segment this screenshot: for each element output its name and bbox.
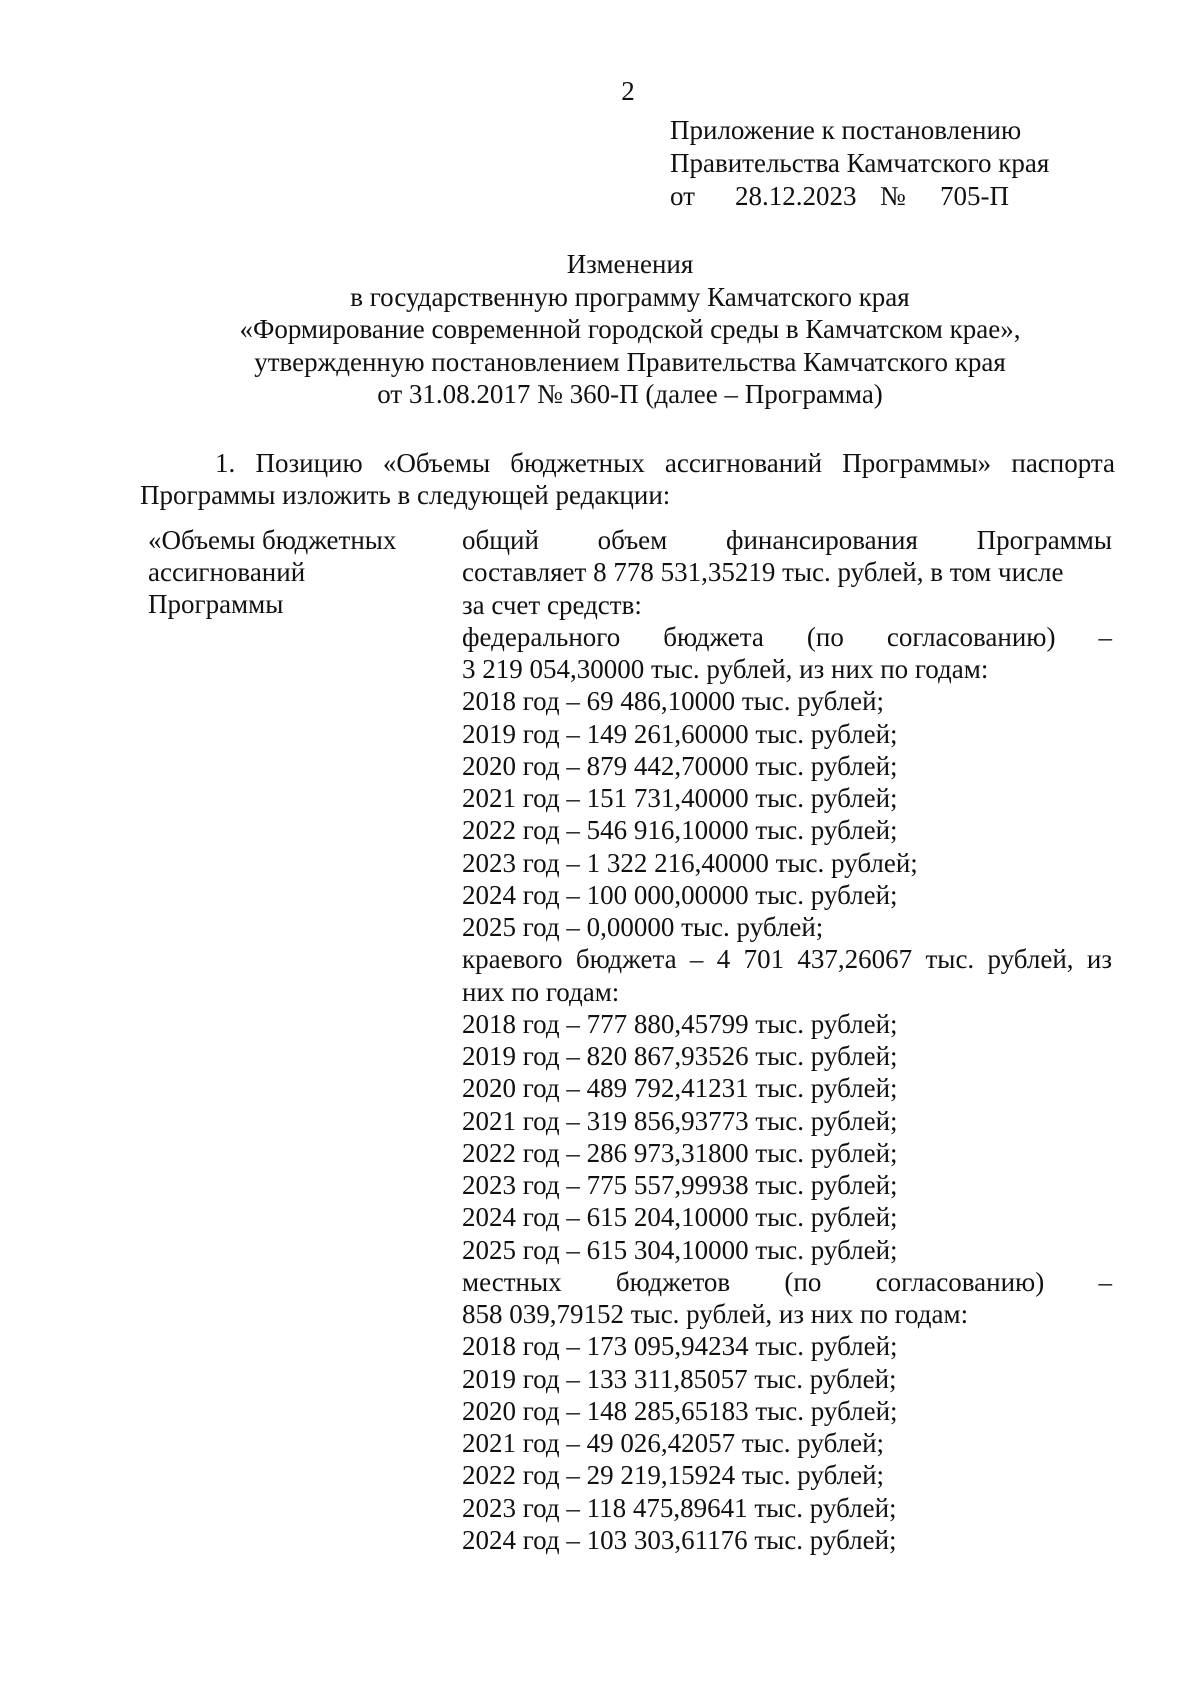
position-text-line: 2021 год – 151 731,40000 тыс. рублей; — [462, 783, 898, 813]
position-label-line-3: Программы — [148, 589, 284, 619]
annex-reference — [670, 180, 1049, 213]
position-text-line: 2018 год – 69 486,10000 тыс. рублей; — [462, 686, 885, 717]
title-line-4: утвержденную постановлением Правительства Камчатского края — [254, 346, 1006, 377]
position-text-line: 2019 год – 149 261,60000 тыс. рублей; — [462, 718, 898, 749]
page-number: 2 — [621, 76, 635, 106]
position-text-line: 2025 год – 615 304,10000 тыс. рублей; — [462, 1234, 898, 1265]
position-text-line: 2021 год – 319 856,93773 тыс. рублей; — [462, 1105, 898, 1136]
position-text-line: 2024 год – 615 204,10000 тыс. рублей; — [462, 1202, 898, 1233]
position-text — [462, 524, 1112, 1556]
intro-paragraph — [140, 448, 1115, 511]
position-text-line: местных бюджетов (по согласованию) – — [462, 1266, 1112, 1297]
annex-ot: от — [670, 181, 695, 211]
title-line-3: «Формирование современной городской среды в Камчатском крае», — [239, 314, 1021, 344]
position-text-line: 2023 год – 118 475,89641 тыс. рублей; — [462, 1492, 897, 1523]
position-text-line: 2018 год – 173 095,94234 тыс. рублей; — [462, 1331, 898, 1362]
position-text-line: 3 219 054,30000 тыс. рублей, из них по годам: — [462, 654, 989, 684]
position-text-line: 858 039,79152 тыс. рублей, из них по годам: — [462, 1299, 969, 1329]
position-text-line: 2024 год – 103 303,61176 тыс. рублей; — [462, 1524, 897, 1555]
annex-line-2: Правительства Камчатского края — [670, 148, 1050, 178]
intro-line-2: Программы изложить в следующей редакции: — [140, 479, 671, 510]
position-text-line: 2025 год – 0,00000 тыс. рублей; — [462, 912, 824, 942]
position-text-line: краевого бюджета – 4 701 437,26067 тыс. рублей, из — [462, 944, 1112, 975]
position-label-line-1: «Объемы бюджетных — [148, 525, 397, 555]
document-title — [140, 248, 1120, 411]
position-text-line: 2019 год – 820 867,93526 тыс. рублей; — [462, 1041, 898, 1071]
position-text-line: 2020 год – 489 792,41231 тыс. рублей; — [462, 1073, 898, 1104]
position-text-line: 2022 год – 546 916,10000 тыс. рублей; — [462, 815, 898, 846]
position-text-line: 2019 год – 133 311,85057 тыс. рублей; — [462, 1363, 897, 1394]
position-text-line: общий объем финансирования Программы — [462, 525, 1112, 555]
position-text-line: за счет средств: — [462, 589, 642, 620]
position-text-line: 2020 год – 879 442,70000 тыс. рублей; — [462, 750, 898, 781]
position-text-line: 2021 год – 49 026,42057 тыс. рублей; — [462, 1428, 885, 1458]
position-text-line: них по годам: — [462, 976, 620, 1007]
title-line-1: Изменения — [566, 249, 694, 279]
position-text-line: 2020 год – 148 285,65183 тыс. рублей; — [462, 1395, 898, 1426]
position-text-line: федерального бюджета (по согласованию) – — [462, 621, 1112, 652]
position-text-line: 2022 год – 286 973,31800 тыс. рублей; — [462, 1137, 898, 1168]
annex-number: 705-П — [940, 181, 1009, 211]
annex-line-1: Приложение к постановлению — [670, 115, 1022, 145]
title-line-2: в государственную программу Камчатского края — [350, 281, 910, 312]
position-text-line: 2024 год – 100 000,00000 тыс. рублей; — [462, 879, 898, 910]
position-text-line: 2022 год – 29 219,15924 тыс. рублей; — [462, 1460, 885, 1491]
position-text-line: составляет 8 778 531,35219 тыс. рублей, в том числе — [462, 557, 1064, 588]
position-text-line: 2023 год – 1 322 216,40000 тыс. рублей; — [462, 847, 918, 878]
position-text-line: 2023 год – 775 557,99938 тыс. рублей; — [462, 1170, 898, 1200]
annex-number-sign: № — [880, 181, 906, 211]
title-line-5: от 31.08.2017 № 360-П (далее – Программа) — [377, 379, 883, 409]
annex-block — [670, 114, 1049, 213]
intro-line-1: 1. Позицию «Объемы бюджетных ассигнований Программы» паспорта — [215, 448, 1115, 478]
position-label — [148, 524, 428, 620]
position-text-line: 2018 год – 777 880,45799 тыс. рублей; — [462, 1008, 898, 1039]
annex-date: 28.12.2023 — [735, 181, 857, 211]
position-label-line-2: ассигнований — [148, 557, 306, 587]
